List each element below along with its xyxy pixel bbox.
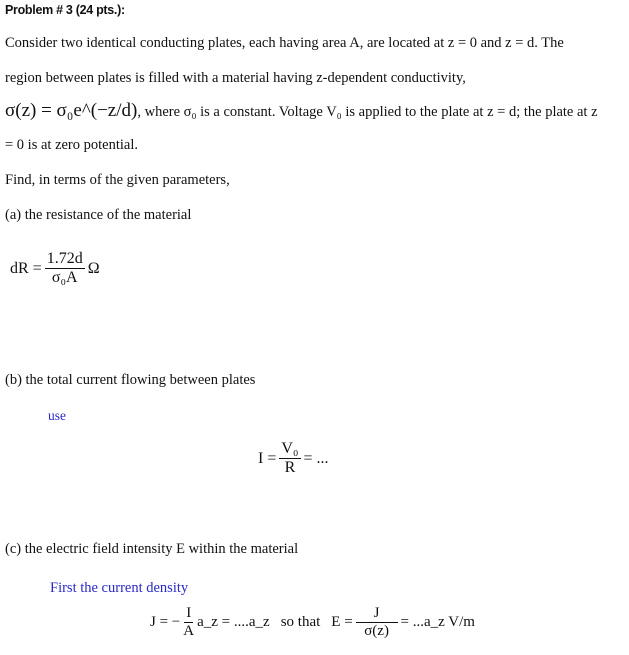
field-equation [150, 605, 475, 641]
part-b-hint: use [48, 408, 66, 423]
current-denominator: R [284, 459, 296, 477]
current-rhs: = ... [303, 449, 329, 467]
statement-line-4: = 0 is at zero potential. [5, 137, 138, 153]
so-that-text: so that [280, 614, 321, 631]
current-equation [258, 440, 329, 478]
conductivity-formula: σ(z) = σ₀e^(−z/d) [5, 100, 138, 121]
resistance-equation [10, 250, 100, 288]
resistance-numerator: 1.72d [45, 250, 85, 269]
current-numerator: V₀ [279, 440, 300, 459]
resistance-denominator: σ₀A [51, 269, 78, 287]
e-rhs: = ...a_z V/m [400, 614, 475, 631]
resistance-fraction [45, 250, 85, 288]
e-lhs: E = [331, 614, 353, 631]
e-fraction [356, 605, 398, 641]
part-c-label: (c) the electric field intensity E within the material [5, 541, 299, 557]
statement-line-3-text: , where σ₀ is a constant. Voltage V₀ is applied to the plate at z = d; the plate at z [137, 104, 598, 120]
current-lhs: I = [258, 449, 277, 467]
current-fraction [279, 440, 300, 478]
j-numerator: I [184, 605, 193, 623]
j-rhs: a_z = ....a_z [197, 614, 270, 631]
e-numerator: J [356, 605, 398, 623]
j-fraction [183, 605, 194, 641]
part-c-hint: First the current density [50, 580, 189, 596]
part-a-label: (a) the resistance of the material [5, 207, 192, 223]
problem-title: Problem # 3 (24 pts.): [5, 3, 125, 17]
ohm-unit: Ω [87, 259, 100, 277]
j-lhs: J = − [150, 614, 181, 631]
statement-line-3 [5, 100, 598, 122]
find-prompt: Find, in terms of the given parameters, [5, 172, 230, 188]
statement-line-2: region between plates is filled with a material having z-dependent conductivity, [5, 70, 466, 86]
statement-line-1: Consider two identical conducting plates, each having area A, are located at z = 0 and z = d. The [5, 35, 564, 51]
j-denominator: A [183, 623, 195, 640]
e-denominator: σ(z) [364, 623, 389, 640]
dr-lhs: dR = [10, 259, 42, 277]
part-b-label: (b) the total current flowing between plates [5, 372, 256, 388]
